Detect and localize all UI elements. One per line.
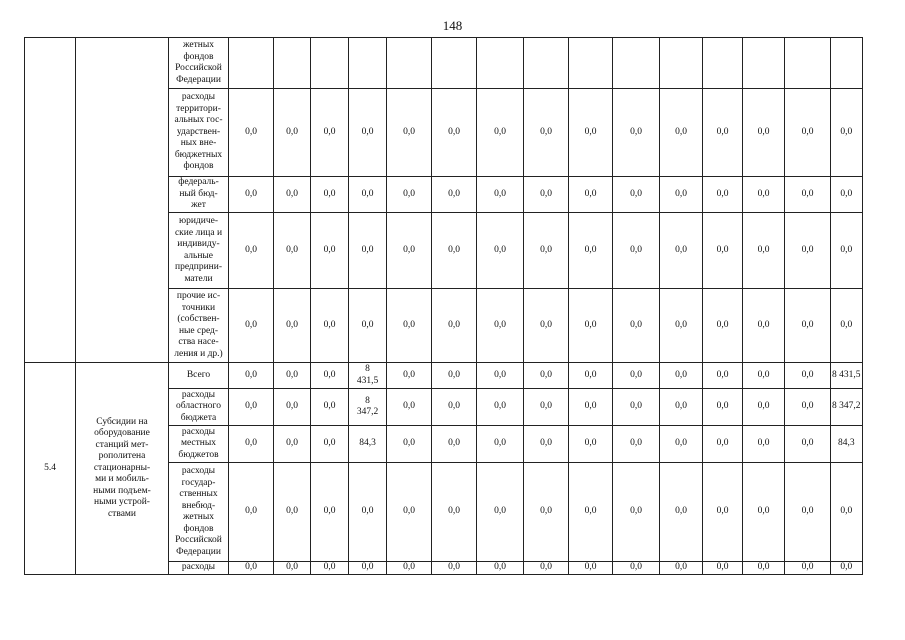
value-cell: 0,0 xyxy=(349,89,387,177)
value-cell: 0,0 xyxy=(432,463,477,562)
value-cell: 0,0 xyxy=(432,213,477,289)
value-cell: 0,0 xyxy=(432,426,477,463)
value-cell: 0,0 xyxy=(311,213,349,289)
value-cell: 8 431,5 xyxy=(349,363,387,389)
page-number: 148 xyxy=(442,18,463,33)
value-cell: 0,0 xyxy=(387,426,432,463)
value-cell: 0,0 xyxy=(785,363,831,389)
value-cell: 0,0 xyxy=(387,177,432,213)
budget-table xyxy=(24,37,863,575)
value-cell: 0,0 xyxy=(311,363,349,389)
value-cell: 0,0 xyxy=(432,89,477,177)
funding-source-cell: расходы территори- альных гос- ударствен- ных вне- бюджетных фондов xyxy=(169,89,229,177)
value-cell: 0,0 xyxy=(785,463,831,562)
value-cell xyxy=(432,38,477,89)
value-cell: 0,0 xyxy=(229,426,274,463)
value-cell: 0,0 xyxy=(274,289,311,363)
value-cell: 0,0 xyxy=(831,289,863,363)
value-cell xyxy=(743,38,785,89)
funding-source-cell: расходы xyxy=(169,562,229,575)
value-cell: 0,0 xyxy=(613,389,660,426)
value-cell: 0,0 xyxy=(477,177,524,213)
value-cell: 0,0 xyxy=(831,463,863,562)
value-cell xyxy=(349,38,387,89)
value-cell: 0,0 xyxy=(311,463,349,562)
value-cell: 0,0 xyxy=(229,89,274,177)
value-cell: 0,0 xyxy=(274,389,311,426)
value-cell: 0,0 xyxy=(703,213,743,289)
value-cell: 0,0 xyxy=(274,426,311,463)
value-cell: 0,0 xyxy=(743,463,785,562)
value-cell: 0,0 xyxy=(477,426,524,463)
value-cell: 0,0 xyxy=(432,177,477,213)
value-cell: 0,0 xyxy=(660,562,703,575)
value-cell xyxy=(524,38,569,89)
value-cell: 0,0 xyxy=(743,213,785,289)
value-cell: 0,0 xyxy=(432,289,477,363)
value-cell: 0,0 xyxy=(743,177,785,213)
value-cell: 0,0 xyxy=(743,562,785,575)
value-cell: 0,0 xyxy=(311,562,349,575)
value-cell: 0,0 xyxy=(524,289,569,363)
value-cell: 0,0 xyxy=(613,177,660,213)
value-cell: 0,0 xyxy=(274,363,311,389)
value-cell: 0,0 xyxy=(785,389,831,426)
value-cell: 0,0 xyxy=(477,562,524,575)
value-cell: 8 347,2 xyxy=(831,389,863,426)
value-cell: 0,0 xyxy=(274,562,311,575)
value-cell: 0,0 xyxy=(660,363,703,389)
value-cell: 0,0 xyxy=(569,562,613,575)
value-cell: 0,0 xyxy=(229,463,274,562)
value-cell: 0,0 xyxy=(613,426,660,463)
value-cell: 0,0 xyxy=(524,463,569,562)
value-cell: 0,0 xyxy=(703,289,743,363)
funding-source-cell: федераль- ный бюд- жет xyxy=(169,177,229,213)
value-cell: 0,0 xyxy=(229,213,274,289)
value-cell: 0,0 xyxy=(524,89,569,177)
value-cell: 0,0 xyxy=(785,177,831,213)
funding-source-cell: юридиче- ские лица и индивиду- альные предприни- матели xyxy=(169,213,229,289)
value-cell: 0,0 xyxy=(229,363,274,389)
value-cell: 0,0 xyxy=(349,213,387,289)
value-cell: 0,0 xyxy=(613,463,660,562)
value-cell: 0,0 xyxy=(274,463,311,562)
value-cell: 0,0 xyxy=(660,213,703,289)
value-cell: 0,0 xyxy=(477,463,524,562)
value-cell: 0,0 xyxy=(831,213,863,289)
value-cell: 0,0 xyxy=(349,177,387,213)
value-cell: 0,0 xyxy=(432,389,477,426)
value-cell: 0,0 xyxy=(660,463,703,562)
value-cell: 0,0 xyxy=(831,562,863,575)
value-cell: 0,0 xyxy=(229,289,274,363)
value-cell: 0,0 xyxy=(432,363,477,389)
value-cell: 0,0 xyxy=(477,89,524,177)
value-cell: 0,0 xyxy=(311,177,349,213)
value-cell: 0,0 xyxy=(477,389,524,426)
table-row xyxy=(25,38,863,89)
value-cell: 0,0 xyxy=(831,177,863,213)
value-cell: 0,0 xyxy=(703,89,743,177)
funding-source-cell: жетных фондов Российской Федерации xyxy=(169,38,229,89)
value-cell: 0,0 xyxy=(785,89,831,177)
value-cell: 0,0 xyxy=(569,177,613,213)
value-cell: 0,0 xyxy=(349,562,387,575)
value-cell: 0,0 xyxy=(569,89,613,177)
value-cell: 0,0 xyxy=(524,177,569,213)
value-cell: 0,0 xyxy=(785,426,831,463)
value-cell: 0,0 xyxy=(703,177,743,213)
value-cell: 0,0 xyxy=(229,562,274,575)
value-cell: 0,0 xyxy=(524,389,569,426)
value-cell: 0,0 xyxy=(387,363,432,389)
value-cell: 0,0 xyxy=(743,289,785,363)
value-cell: 0,0 xyxy=(660,177,703,213)
value-cell: 0,0 xyxy=(785,289,831,363)
value-cell: 8 347,2 xyxy=(349,389,387,426)
value-cell: 0,0 xyxy=(274,177,311,213)
value-cell: 0,0 xyxy=(569,213,613,289)
value-cell: 0,0 xyxy=(743,426,785,463)
value-cell: 0,0 xyxy=(229,389,274,426)
value-cell: 0,0 xyxy=(387,562,432,575)
value-cell: 0,0 xyxy=(274,213,311,289)
value-cell: 0,0 xyxy=(524,213,569,289)
item-name-cell: Субсидии на оборудование станций мет- рополитена стационарны- ми и мобиль- ными подъем- ными устрой- ствами xyxy=(76,363,169,575)
funding-source-cell: расходы государ- ственных внебюд- жетных фондов Российской Федерации xyxy=(169,463,229,562)
value-cell: 0,0 xyxy=(569,389,613,426)
value-cell xyxy=(387,38,432,89)
value-cell: 0,0 xyxy=(477,213,524,289)
value-cell: 0,0 xyxy=(387,389,432,426)
value-cell: 0,0 xyxy=(743,363,785,389)
value-cell xyxy=(569,38,613,89)
value-cell: 0,0 xyxy=(387,89,432,177)
value-cell: 0,0 xyxy=(613,289,660,363)
value-cell: 0,0 xyxy=(785,562,831,575)
table-row xyxy=(25,363,863,389)
value-cell xyxy=(229,38,274,89)
value-cell xyxy=(477,38,524,89)
value-cell: 0,0 xyxy=(703,426,743,463)
value-cell: 0,0 xyxy=(613,213,660,289)
value-cell: 0,0 xyxy=(660,389,703,426)
funding-source-cell: расходы местных бюджетов xyxy=(169,426,229,463)
item-number-cell xyxy=(25,38,76,363)
value-cell: 0,0 xyxy=(703,363,743,389)
value-cell: 84,3 xyxy=(831,426,863,463)
value-cell: 0,0 xyxy=(569,463,613,562)
value-cell: 0,0 xyxy=(785,213,831,289)
value-cell: 0,0 xyxy=(703,389,743,426)
value-cell: 0,0 xyxy=(613,89,660,177)
value-cell: 0,0 xyxy=(660,426,703,463)
value-cell: 0,0 xyxy=(743,89,785,177)
value-cell: 0,0 xyxy=(349,463,387,562)
value-cell xyxy=(660,38,703,89)
value-cell xyxy=(703,38,743,89)
value-cell: 0,0 xyxy=(613,363,660,389)
value-cell: 0,0 xyxy=(743,389,785,426)
value-cell: 0,0 xyxy=(387,289,432,363)
value-cell: 0,0 xyxy=(703,463,743,562)
value-cell: 0,0 xyxy=(569,289,613,363)
value-cell: 8 431,5 xyxy=(831,363,863,389)
item-number-cell: 5.4 xyxy=(25,363,76,575)
value-cell: 0,0 xyxy=(311,289,349,363)
value-cell: 0,0 xyxy=(477,289,524,363)
value-cell: 0,0 xyxy=(349,289,387,363)
value-cell: 0,0 xyxy=(569,363,613,389)
value-cell: 0,0 xyxy=(703,562,743,575)
value-cell: 0,0 xyxy=(387,463,432,562)
value-cell: 0,0 xyxy=(660,289,703,363)
value-cell: 0,0 xyxy=(524,426,569,463)
item-name-cell xyxy=(76,38,169,363)
value-cell: 0,0 xyxy=(613,562,660,575)
value-cell xyxy=(613,38,660,89)
funding-source-cell: Всего xyxy=(169,363,229,389)
value-cell: 0,0 xyxy=(660,89,703,177)
value-cell: 0,0 xyxy=(311,389,349,426)
value-cell: 0,0 xyxy=(311,426,349,463)
value-cell: 84,3 xyxy=(349,426,387,463)
value-cell: 0,0 xyxy=(569,426,613,463)
funding-source-cell: расходы областного бюджета xyxy=(169,389,229,426)
value-cell: 0,0 xyxy=(432,562,477,575)
value-cell: 0,0 xyxy=(274,89,311,177)
value-cell xyxy=(274,38,311,89)
value-cell: 0,0 xyxy=(524,363,569,389)
value-cell: 0,0 xyxy=(831,89,863,177)
value-cell: 0,0 xyxy=(387,213,432,289)
value-cell xyxy=(831,38,863,89)
value-cell xyxy=(311,38,349,89)
value-cell: 0,0 xyxy=(477,363,524,389)
value-cell: 0,0 xyxy=(311,89,349,177)
funding-source-cell: прочие ис- точники (собствен- ные сред- ства насе- ления и др.) xyxy=(169,289,229,363)
value-cell: 0,0 xyxy=(229,177,274,213)
value-cell xyxy=(785,38,831,89)
value-cell: 0,0 xyxy=(524,562,569,575)
